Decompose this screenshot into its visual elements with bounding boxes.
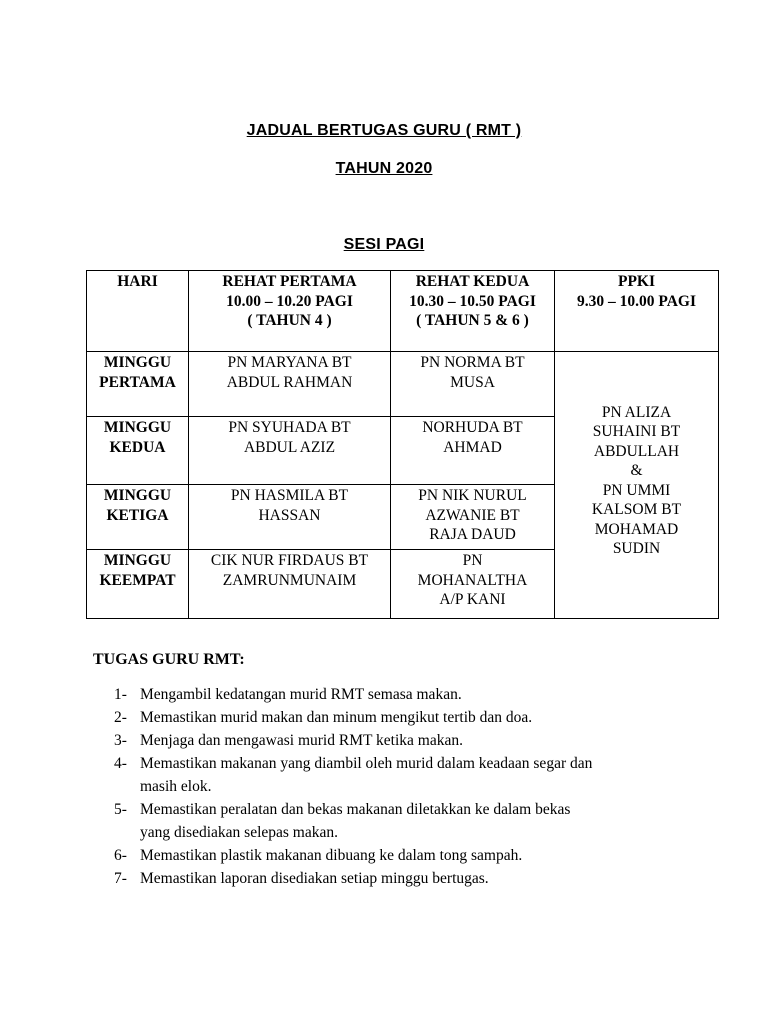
document-year: TAHUN 2020 [335, 160, 433, 177]
header-rehat-pertama: REHAT PERTAMA 10.00 – 10.20 PAGI ( TAHUN 4 ) [189, 271, 391, 352]
item-number: 2- [114, 709, 127, 726]
item-text: masih elok. [140, 778, 212, 795]
day-cell: MINGGU KETIGA [87, 485, 189, 550]
item-text: Memastikan plastik makanan dibuang ke dalam tong sampah. [140, 847, 523, 864]
header-rehat-kedua: REHAT KEDUA 10.30 – 10.50 PAGI ( TAHUN 5 & 6 ) [391, 271, 555, 352]
item-text: Memastikan peralatan dan bekas makanan diletakkan ke dalam bekas [140, 801, 571, 818]
day-cell: MINGGU PERTAMA [87, 352, 189, 417]
item-number: 5- [114, 801, 127, 818]
table-row [87, 352, 719, 417]
item-number: 4- [114, 755, 127, 772]
rehat1-cell: CIK NUR FIRDAUS BT ZAMRUNMUNAIM [189, 550, 391, 619]
item-text: Mengambil kedatangan murid RMT semasa makan. [140, 686, 462, 703]
rehat1-cell: PN MARYANA BT ABDUL RAHMAN [189, 352, 391, 417]
ppki-cell: PN ALIZA SUHAINI BT ABDULLAH & PN UMMI KALSOM BT MOHAMAD SUDIN [555, 352, 719, 619]
rehat1-cell: PN HASMILA BT HASSAN [189, 485, 391, 550]
document-title: JADUAL BERTUGAS GURU ( RMT ) [246, 122, 522, 139]
list-item [114, 729, 684, 752]
rehat2-cell: PN MOHANALTHA A/P KANI [391, 550, 555, 619]
item-number: 1- [114, 686, 127, 703]
list-item [114, 752, 684, 798]
item-number: 6- [114, 847, 127, 864]
day-cell: MINGGU KEEMPAT [87, 550, 189, 619]
list-item [114, 844, 684, 867]
list-item [114, 867, 684, 890]
tasks-list [114, 683, 684, 890]
list-item [114, 706, 684, 729]
duty-table [86, 270, 719, 619]
table-header-row [87, 271, 719, 352]
item-text: Memastikan makanan yang diambil oleh murid dalam keadaan segar dan [140, 755, 593, 772]
rehat1-cell: PN SYUHADA BT ABDUL AZIZ [189, 417, 391, 485]
session-heading: SESI PAGI [343, 236, 425, 253]
day-cell: MINGGU KEDUA [87, 417, 189, 485]
item-number: 7- [114, 870, 127, 887]
item-text: Menjaga dan mengawasi murid RMT ketika makan. [140, 732, 463, 749]
rehat2-cell: PN NIK NURUL AZWANIE BT RAJA DAUD [391, 485, 555, 550]
rehat2-cell: PN NORMA BT MUSA [391, 352, 555, 417]
list-item [114, 798, 684, 844]
item-text: Memastikan laporan disediakan setiap minggu bertugas. [140, 870, 489, 887]
header-day: HARI [87, 271, 189, 352]
rehat2-cell: NORHUDA BT AHMAD [391, 417, 555, 485]
tasks-heading: TUGAS GURU RMT: [93, 651, 245, 668]
item-number: 3- [114, 732, 127, 749]
item-text: Memastikan murid makan dan minum mengikut tertib dan doa. [140, 709, 533, 726]
list-item [114, 683, 684, 706]
item-text: yang disediakan selepas makan. [140, 824, 338, 841]
header-ppki: PPKI 9.30 – 10.00 PAGI [555, 271, 719, 352]
